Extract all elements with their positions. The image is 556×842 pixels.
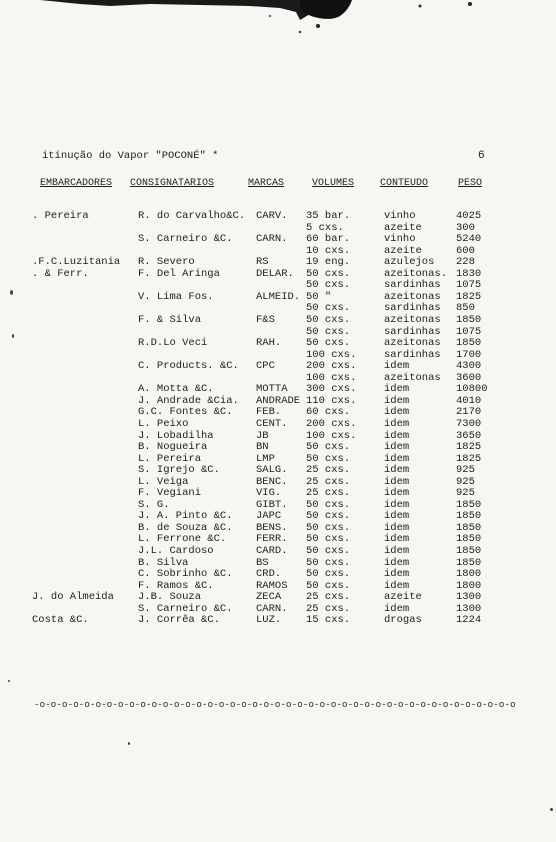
- cell-conteudo: drogas: [384, 614, 422, 627]
- table-row: [0, 326, 556, 338]
- cell-consignatario: C. Products. &C.: [138, 360, 239, 373]
- cell-peso: 1850: [456, 545, 482, 557]
- table-row: [0, 268, 556, 280]
- document-title: itinução do Vapor "POCONÉ" *: [42, 150, 219, 162]
- cell-consignatario: L. Peixo: [138, 417, 189, 430]
- cell-volumes: 25 cxs.: [306, 602, 351, 615]
- cell-marca: JB: [256, 429, 269, 442]
- cell-marca: SALG.: [256, 464, 288, 477]
- table-row: [0, 314, 556, 326]
- cell-volumes: 60 cxs.: [306, 406, 351, 419]
- cell-conteudo: idem: [384, 510, 410, 523]
- cell-volumes: 100 cxs.: [306, 371, 357, 384]
- cell-volumes: 110 cxs.: [306, 394, 357, 407]
- cell-peso: 1850: [456, 510, 482, 523]
- cell-peso: 1850: [456, 337, 482, 350]
- cell-conteudo: idem: [384, 464, 410, 477]
- cell-marca: LUZ.: [256, 614, 282, 627]
- cell-peso: 1300: [456, 602, 482, 615]
- cell-volumes: 300 cxs.: [306, 383, 357, 396]
- table-row: [0, 580, 556, 592]
- cell-peso: 1224: [456, 614, 482, 627]
- table-row: [0, 476, 556, 488]
- cell-consignatario: J. Corrêa &C.: [138, 614, 220, 627]
- cell-marca: BS: [256, 556, 269, 569]
- cell-peso: 1700: [456, 348, 482, 361]
- cell-consignatario: S. Igrejo &C.: [138, 464, 220, 477]
- cell-volumes: 15 cxs.: [306, 614, 351, 627]
- cell-marca: ZECA: [256, 591, 282, 604]
- cell-volumes: 50 cxs.: [306, 279, 351, 292]
- cell-consignatario: R. do Carvalho&C.: [138, 210, 246, 222]
- cell-peso: 1825: [456, 452, 482, 465]
- cell-conteudo: vinho: [384, 210, 416, 222]
- table-row: [0, 533, 556, 545]
- cell-consignatario: B. Nogueira: [138, 441, 208, 453]
- header-volumes: VOLUMES: [312, 178, 355, 189]
- cell-peso: 1800: [456, 579, 482, 592]
- cell-marca: BN: [256, 441, 269, 453]
- cell-marca: RAMOS: [256, 579, 288, 592]
- speck-decoration: [128, 742, 130, 745]
- cell-volumes: 50 cxs.: [306, 579, 351, 592]
- cell-consignatario: R. Severo: [138, 256, 195, 269]
- cell-peso: 300: [456, 221, 475, 234]
- cell-marca: CARN.: [256, 602, 288, 615]
- cell-marca: LMP: [256, 452, 275, 465]
- cell-conteudo: azeitonas: [384, 313, 441, 326]
- cell-peso: 4010: [456, 394, 482, 407]
- cell-volumes: 25 cxs.: [306, 591, 351, 604]
- cell-peso: 228: [456, 256, 475, 269]
- cell-conteudo: idem: [384, 406, 410, 419]
- cell-conteudo: idem: [384, 360, 410, 373]
- cell-consignatario: J.L. Cardoso: [138, 545, 214, 557]
- table-row: [0, 510, 556, 522]
- cell-volumes: 50 ": [306, 290, 332, 303]
- cell-consignatario: L. Veiga: [138, 475, 189, 488]
- table-row: [0, 210, 556, 222]
- cell-marca: CENT.: [256, 417, 288, 430]
- cell-conteudo: idem: [384, 383, 410, 396]
- cell-conteudo: idem: [384, 556, 410, 569]
- table-row: [0, 430, 556, 442]
- table-row: [0, 591, 556, 603]
- cell-consignatario: C. Sobrinho &C.: [138, 568, 233, 580]
- cell-conteudo: idem: [384, 417, 410, 430]
- cell-consignatario: L. Pereira: [138, 452, 202, 465]
- cell-volumes: 50 cxs.: [306, 441, 351, 453]
- table-row: [0, 256, 556, 268]
- cell-marca: RAH.: [256, 337, 282, 350]
- cell-volumes: 50 cxs.: [306, 452, 351, 465]
- cell-consignatario: F. Ramos &C.: [138, 579, 214, 592]
- cell-conteudo: sardinhas: [384, 325, 441, 338]
- header-marcas: MARCAS: [248, 178, 285, 189]
- cell-consignatario: F. Vegiani: [138, 487, 202, 500]
- cell-conteudo: azulejos: [384, 256, 435, 269]
- cell-peso: 1300: [456, 591, 482, 604]
- cell-embarcador: .F.C.Luzitania: [32, 256, 121, 269]
- speck-decoration: [550, 808, 553, 811]
- cell-conteudo: idem: [384, 475, 410, 488]
- cell-conteudo: sardinhas: [384, 279, 441, 292]
- cell-marca: ANDRADE: [256, 394, 301, 407]
- cell-volumes: 50 cxs.: [306, 556, 351, 569]
- header-consignatarios: CONSIGNATARIOS: [130, 178, 215, 189]
- cell-marca: BENS.: [256, 521, 288, 534]
- cell-conteudo: azeite: [384, 221, 422, 234]
- table-row: [0, 349, 556, 361]
- cell-peso: 3650: [456, 429, 482, 442]
- cell-peso: 925: [456, 464, 475, 477]
- footer-rule: -o-o-o-o-o-o-o-o-o-o-o-o-o-o-o-o-o-o-o-o-o-o-o-o-o-o-o-o-o-o-o-o-o-o-o-o-o-o-o-o-o-o-o: [34, 700, 516, 710]
- cell-embarcador: J. do Almeida: [32, 591, 114, 604]
- cell-conteudo: azeite: [384, 244, 422, 257]
- cell-marca: VIG.: [256, 487, 282, 500]
- cell-peso: 1850: [456, 498, 482, 511]
- table-row: [0, 614, 556, 626]
- speck-decoration: [8, 680, 10, 682]
- ink-smudge-decoration: [0, 0, 556, 40]
- cell-marca: CPC: [256, 360, 275, 373]
- cell-conteudo: idem: [384, 487, 410, 500]
- cell-conteudo: idem: [384, 579, 410, 592]
- speck-decoration: [10, 290, 13, 295]
- table-row: [0, 395, 556, 407]
- cell-embarcador: . & Ferr.: [32, 267, 89, 280]
- table-row: [0, 557, 556, 569]
- cell-consignatario: J.B. Souza: [138, 591, 202, 604]
- cell-embarcador: Costa &C.: [32, 614, 89, 627]
- cell-peso: 3600: [456, 371, 482, 384]
- cell-marca: CRD.: [256, 568, 282, 580]
- cell-peso: 1830: [456, 267, 482, 280]
- cell-volumes: 25 cxs.: [306, 475, 351, 488]
- cell-marca: JAPC: [256, 510, 282, 523]
- cell-peso: 1850: [456, 313, 482, 326]
- cell-volumes: 50 cxs.: [306, 337, 351, 350]
- cell-marca: FEB.: [256, 406, 282, 419]
- cell-consignatario: S. Carneiro &C.: [138, 233, 233, 246]
- table-row: [0, 245, 556, 257]
- cell-consignatario: G.C. Fontes &C.: [138, 406, 233, 419]
- cell-conteudo: idem: [384, 521, 410, 534]
- cell-peso: 925: [456, 487, 475, 500]
- cell-peso: 4300: [456, 360, 482, 373]
- cell-conteudo: azeitonas: [384, 337, 441, 350]
- cell-volumes: 50 cxs.: [306, 302, 351, 315]
- cell-marca: MOTTA: [256, 383, 288, 396]
- cell-conteudo: sardinhas: [384, 348, 441, 361]
- header-embarcadores: EMBARCADORES: [40, 178, 113, 189]
- cell-peso: 850: [456, 302, 475, 315]
- table-row: [0, 522, 556, 534]
- cell-volumes: 50 cxs.: [306, 533, 351, 546]
- table-row: [0, 464, 556, 476]
- cell-conteudo: azeite: [384, 591, 422, 604]
- cell-peso: 1825: [456, 441, 482, 453]
- cell-volumes: 50 cxs.: [306, 568, 351, 580]
- table-row: [0, 603, 556, 615]
- cell-volumes: 50 cxs.: [306, 521, 351, 534]
- cell-volumes: 200 cxs.: [306, 360, 357, 373]
- cell-conteudo: azeitonas: [384, 371, 441, 384]
- cell-consignatario: V. Lima Fos.: [138, 290, 214, 303]
- page-number: 6: [478, 150, 485, 162]
- cell-peso: 1800: [456, 568, 482, 580]
- table-row: [0, 406, 556, 418]
- cell-conteudo: idem: [384, 394, 410, 407]
- table-row: [0, 291, 556, 303]
- cell-consignatario: J. Andrade &Cia.: [138, 394, 239, 407]
- cell-volumes: 100 cxs.: [306, 348, 357, 361]
- table-row: [0, 453, 556, 465]
- table-row: [0, 568, 556, 580]
- cell-conteudo: azeitonas.: [384, 267, 448, 280]
- cell-conteudo: vinho: [384, 233, 416, 246]
- cell-consignatario: R.D.Lo Veci: [138, 337, 208, 350]
- cell-conteudo: idem: [384, 545, 410, 557]
- cell-embarcador: . Pereira: [32, 210, 89, 222]
- cell-consignatario: A. Motta &C.: [138, 383, 214, 396]
- cell-peso: 925: [456, 475, 475, 488]
- cell-volumes: 50 cxs.: [306, 545, 351, 557]
- cell-volumes: 60 bar.: [306, 233, 351, 246]
- cell-volumes: 200 cxs.: [306, 417, 357, 430]
- cell-volumes: 50 cxs.: [306, 498, 351, 511]
- cell-peso: 4025: [456, 210, 482, 222]
- cell-peso: 10800: [456, 383, 488, 396]
- cell-marca: GIBT.: [256, 498, 288, 511]
- cell-conteudo: idem: [384, 568, 410, 580]
- cell-volumes: 19 eng.: [306, 256, 351, 269]
- cell-consignatario: S. Carneiro &C.: [138, 602, 233, 615]
- cell-peso: 5240: [456, 233, 482, 246]
- cell-marca: CARN.: [256, 233, 288, 246]
- cell-consignatario: L. Ferrone &C.: [138, 533, 227, 546]
- cell-peso: 1850: [456, 533, 482, 546]
- table-row: [0, 337, 556, 349]
- table-row: [0, 360, 556, 372]
- cell-peso: 1825: [456, 290, 482, 303]
- cell-peso: 600: [456, 244, 475, 257]
- cell-peso: 2170: [456, 406, 482, 419]
- cell-volumes: 50 cxs.: [306, 313, 351, 326]
- cell-volumes: 100 cxs.: [306, 429, 357, 442]
- cell-consignatario: F. & Silva: [138, 313, 202, 326]
- cell-conteudo: idem: [384, 441, 410, 453]
- cell-consignatario: J. Lobadilha: [138, 429, 214, 442]
- cell-conteudo: idem: [384, 533, 410, 546]
- header-conteudo: CONTEUDO: [380, 178, 429, 189]
- cell-peso: 1850: [456, 556, 482, 569]
- cell-marca: FERR.: [256, 533, 288, 546]
- cell-volumes: 5 cxs.: [306, 221, 344, 234]
- table-row: [0, 441, 556, 453]
- cell-consignatario: F. Del Aringa: [138, 267, 220, 280]
- cell-conteudo: idem: [384, 602, 410, 615]
- table-row: [0, 233, 556, 245]
- table-row: [0, 487, 556, 499]
- table-row: [0, 383, 556, 395]
- cell-volumes: 50 cxs.: [306, 510, 351, 523]
- cell-conteudo: idem: [384, 498, 410, 511]
- cell-conteudo: azeitonas: [384, 290, 441, 303]
- table-row: [0, 222, 556, 234]
- cell-volumes: 50 cxs.: [306, 325, 351, 338]
- header-peso: PESO: [458, 178, 483, 189]
- cell-marca: CARV.: [256, 210, 288, 222]
- cell-conteudo: idem: [384, 429, 410, 442]
- table-row: [0, 302, 556, 314]
- cell-marca: ALMEID.: [256, 290, 301, 303]
- cell-volumes: 50 cxs.: [306, 267, 351, 280]
- cell-marca: RS: [256, 256, 269, 269]
- table-row: [0, 279, 556, 291]
- cell-conteudo: sardinhas: [384, 302, 441, 315]
- cell-volumes: 10 cxs.: [306, 244, 351, 257]
- cell-marca: F&S: [256, 313, 275, 326]
- table-row: [0, 499, 556, 511]
- cell-peso: 1075: [456, 325, 482, 338]
- cell-consignatario: J. A. Pinto &C.: [138, 510, 233, 523]
- cell-marca: DELAR.: [256, 267, 294, 280]
- cell-peso: 7300: [456, 417, 482, 430]
- table-row: [0, 545, 556, 557]
- table-row: [0, 372, 556, 384]
- cell-marca: CARD.: [256, 545, 288, 557]
- cell-conteudo: idem: [384, 452, 410, 465]
- cell-consignatario: B. Silva: [138, 556, 189, 569]
- cell-peso: 1850: [456, 521, 482, 534]
- cell-volumes: 35 bar.: [306, 210, 351, 222]
- cell-peso: 1075: [456, 279, 482, 292]
- speck-decoration: [12, 334, 14, 338]
- cell-volumes: 25 cxs.: [306, 487, 351, 500]
- cell-consignatario: S. G.: [138, 498, 170, 511]
- cell-consignatario: B. de Souza &C.: [138, 521, 233, 534]
- cell-marca: BENC.: [256, 475, 288, 488]
- cell-volumes: 25 cxs.: [306, 464, 351, 477]
- table-row: [0, 418, 556, 430]
